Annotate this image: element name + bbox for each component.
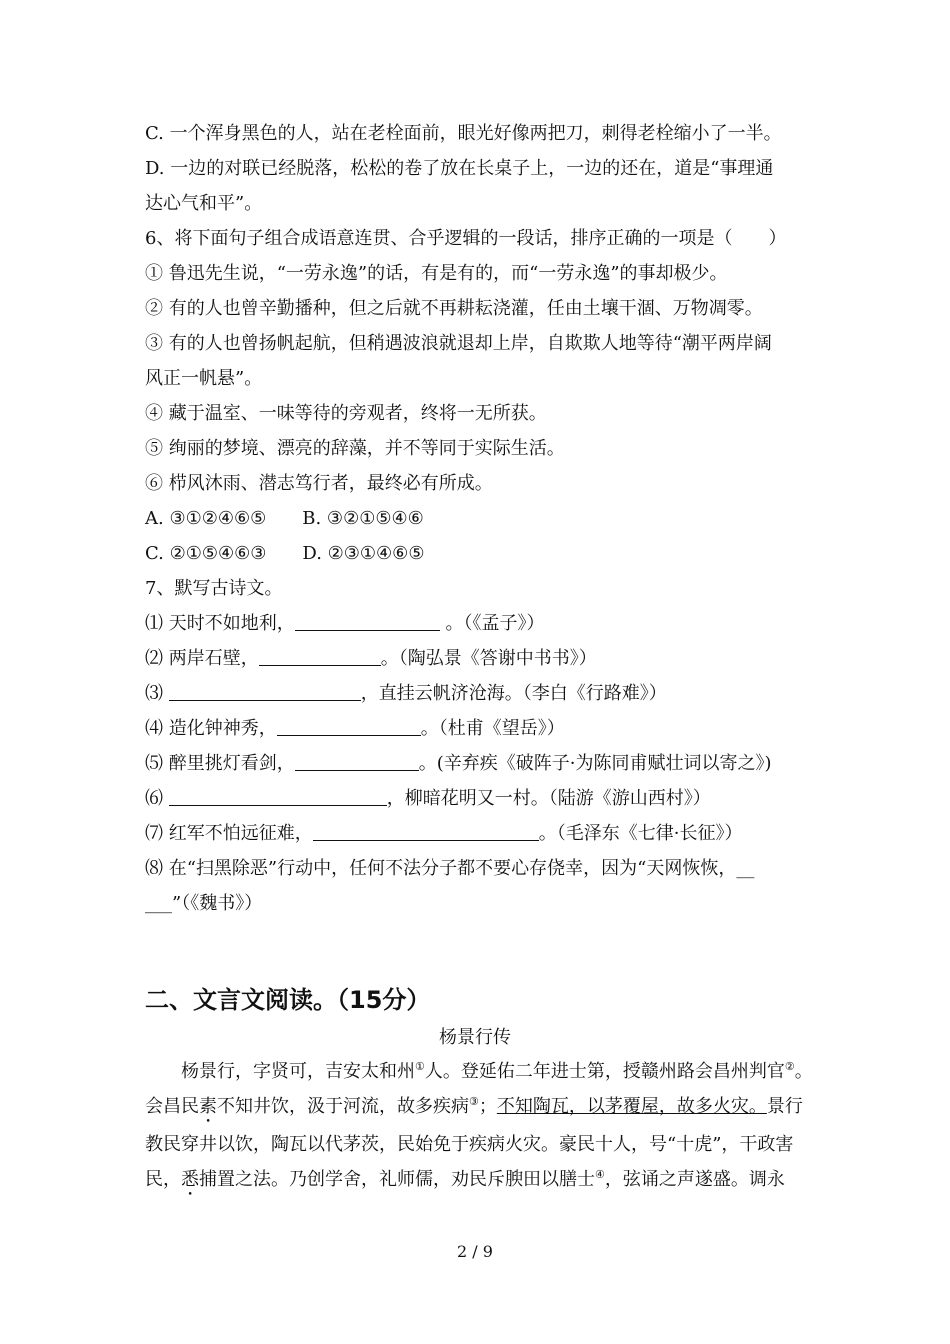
passage-paragraph: 杨景行，字贤可，吉安太和州①人。登延佑二年进士第，授赣州路会昌州判官②。会昌民素不知井饮，汲于河流，故多疾病③；不知陶瓦，以茅覆屋，故多火灾。景行教民穿井以饮，陶瓦以代茅茨，民始免于疾病火灾。豪民十人，号“十虎”，干政害民，悉捕置之法。乃创学舍，礼师儒，劝民斥腴田以膳士④，弦诵之声遂盛。调永 bbox=[145, 1060, 813, 1190]
sentence-4: ④ 藏于温室、一味等待的旁观者，终将一无所获。 bbox=[145, 403, 547, 424]
poem-item-8-line2: ___”（《魏书》） bbox=[145, 893, 263, 914]
poem-item-7: ⑺ 红军不怕远征难， 。（毛泽东《七律·长征》） bbox=[145, 823, 743, 844]
question-7: 7、默写古诗文。 bbox=[145, 578, 283, 599]
poem-item-8-line1: ⑻ 在“扫黑除恶”行动中，任何不法分子都不要心存侥幸，因为“天网恢恢，__ bbox=[145, 858, 755, 879]
sentence-6: ⑥ 栉风沐雨、潜志笃行者，最终必有所成。 bbox=[145, 473, 493, 494]
footnote-1: ① bbox=[415, 1060, 425, 1073]
passage-title: 杨景行传 bbox=[439, 1027, 511, 1048]
poem-item-1: ⑴ 天时不如地利， 。（《孟子》） bbox=[145, 613, 545, 634]
sentence-3-line2: 风正一帆悬”。 bbox=[145, 368, 263, 389]
options-row-1 bbox=[145, 507, 815, 531]
emphasis-char-1: 素 bbox=[199, 1096, 217, 1117]
page-number: 2 / 9 bbox=[457, 1242, 493, 1261]
answer-blank-7[interactable] bbox=[313, 822, 539, 841]
option-d: D. ②③①④⑥⑤ bbox=[302, 543, 425, 564]
question-6: 6、将下面句子组合成语意连贯、合乎逻辑的一段话，排序正确的一项是（ ） bbox=[145, 228, 787, 249]
answer-blank-2[interactable] bbox=[259, 647, 381, 666]
sentence-1: ① 鲁迅先生说，“一劳永逸”的话，有是有的，而“一劳永逸”的事却极少。 bbox=[145, 263, 728, 284]
option-a: A. ③①②④⑥⑤ bbox=[145, 508, 267, 529]
answer-blank-6[interactable] bbox=[169, 787, 387, 806]
footnote-2: ② bbox=[784, 1060, 795, 1073]
poem-item-6: ⑹ ，柳暗花明又一村。（陆游《游山西村》） bbox=[145, 788, 711, 809]
option-d-text-line1: D. 一边的对联已经脱落，松松的卷了放在长桌子上，一边的还在，道是“事理通 bbox=[145, 158, 774, 179]
sentence-2: ② 有的人也曾辛勤播种，但之后就不再耕耘浇灌，任由土壤干涸、万物凋零。 bbox=[145, 298, 763, 319]
footnote-4: ④ bbox=[595, 1168, 605, 1181]
emphasis-char-2: 悉 bbox=[181, 1169, 199, 1190]
option-c-text: C. 一个浑身黑色的人，站在老栓面前，眼光好像两把刀，刺得老栓缩小了一半。 bbox=[145, 123, 782, 144]
poem-item-4: ⑷ 造化钟神秀， 。（杜甫《望岳》） bbox=[145, 718, 565, 739]
answer-blank-4[interactable] bbox=[277, 717, 421, 736]
option-b: B. ③②①⑤④⑥ bbox=[302, 508, 424, 529]
option-c: C. ②①⑤④⑥③ bbox=[145, 543, 267, 564]
answer-blank-3[interactable] bbox=[169, 682, 361, 701]
option-d-text-line2: 达心气和平”。 bbox=[145, 193, 263, 214]
footnote-3: ③ bbox=[469, 1095, 479, 1108]
options-row-2 bbox=[145, 542, 815, 566]
sentence-3-line1: ③ 有的人也曾扬帆起航，但稍遇波浪就退却上岸，自欺欺人地等待“潮平两岸阔 bbox=[145, 333, 772, 354]
poem-item-2: ⑵ 两岸石壁， 。（陶弘景《答谢中书书》） bbox=[145, 648, 597, 669]
answer-blank-1[interactable] bbox=[295, 612, 440, 631]
sentence-5: ⑤ 绚丽的梦境、漂亮的辞藻，并不等同于实际生活。 bbox=[145, 438, 565, 459]
section-heading: 二、文言文阅读。（15分） bbox=[145, 986, 431, 1014]
poem-item-3: ⑶ ，直挂云帆济沧海。（李白《行路难》） bbox=[145, 683, 667, 704]
answer-blank-5[interactable] bbox=[295, 752, 419, 771]
underlined-sentence: 不知陶瓦，以茅覆屋，故多火灾。 bbox=[496, 1096, 767, 1117]
poem-item-5: ⑸ 醉里挑灯看剑， 。(辛弃疾《破阵子·为陈同甫赋壮词以寄之》) bbox=[145, 753, 772, 774]
